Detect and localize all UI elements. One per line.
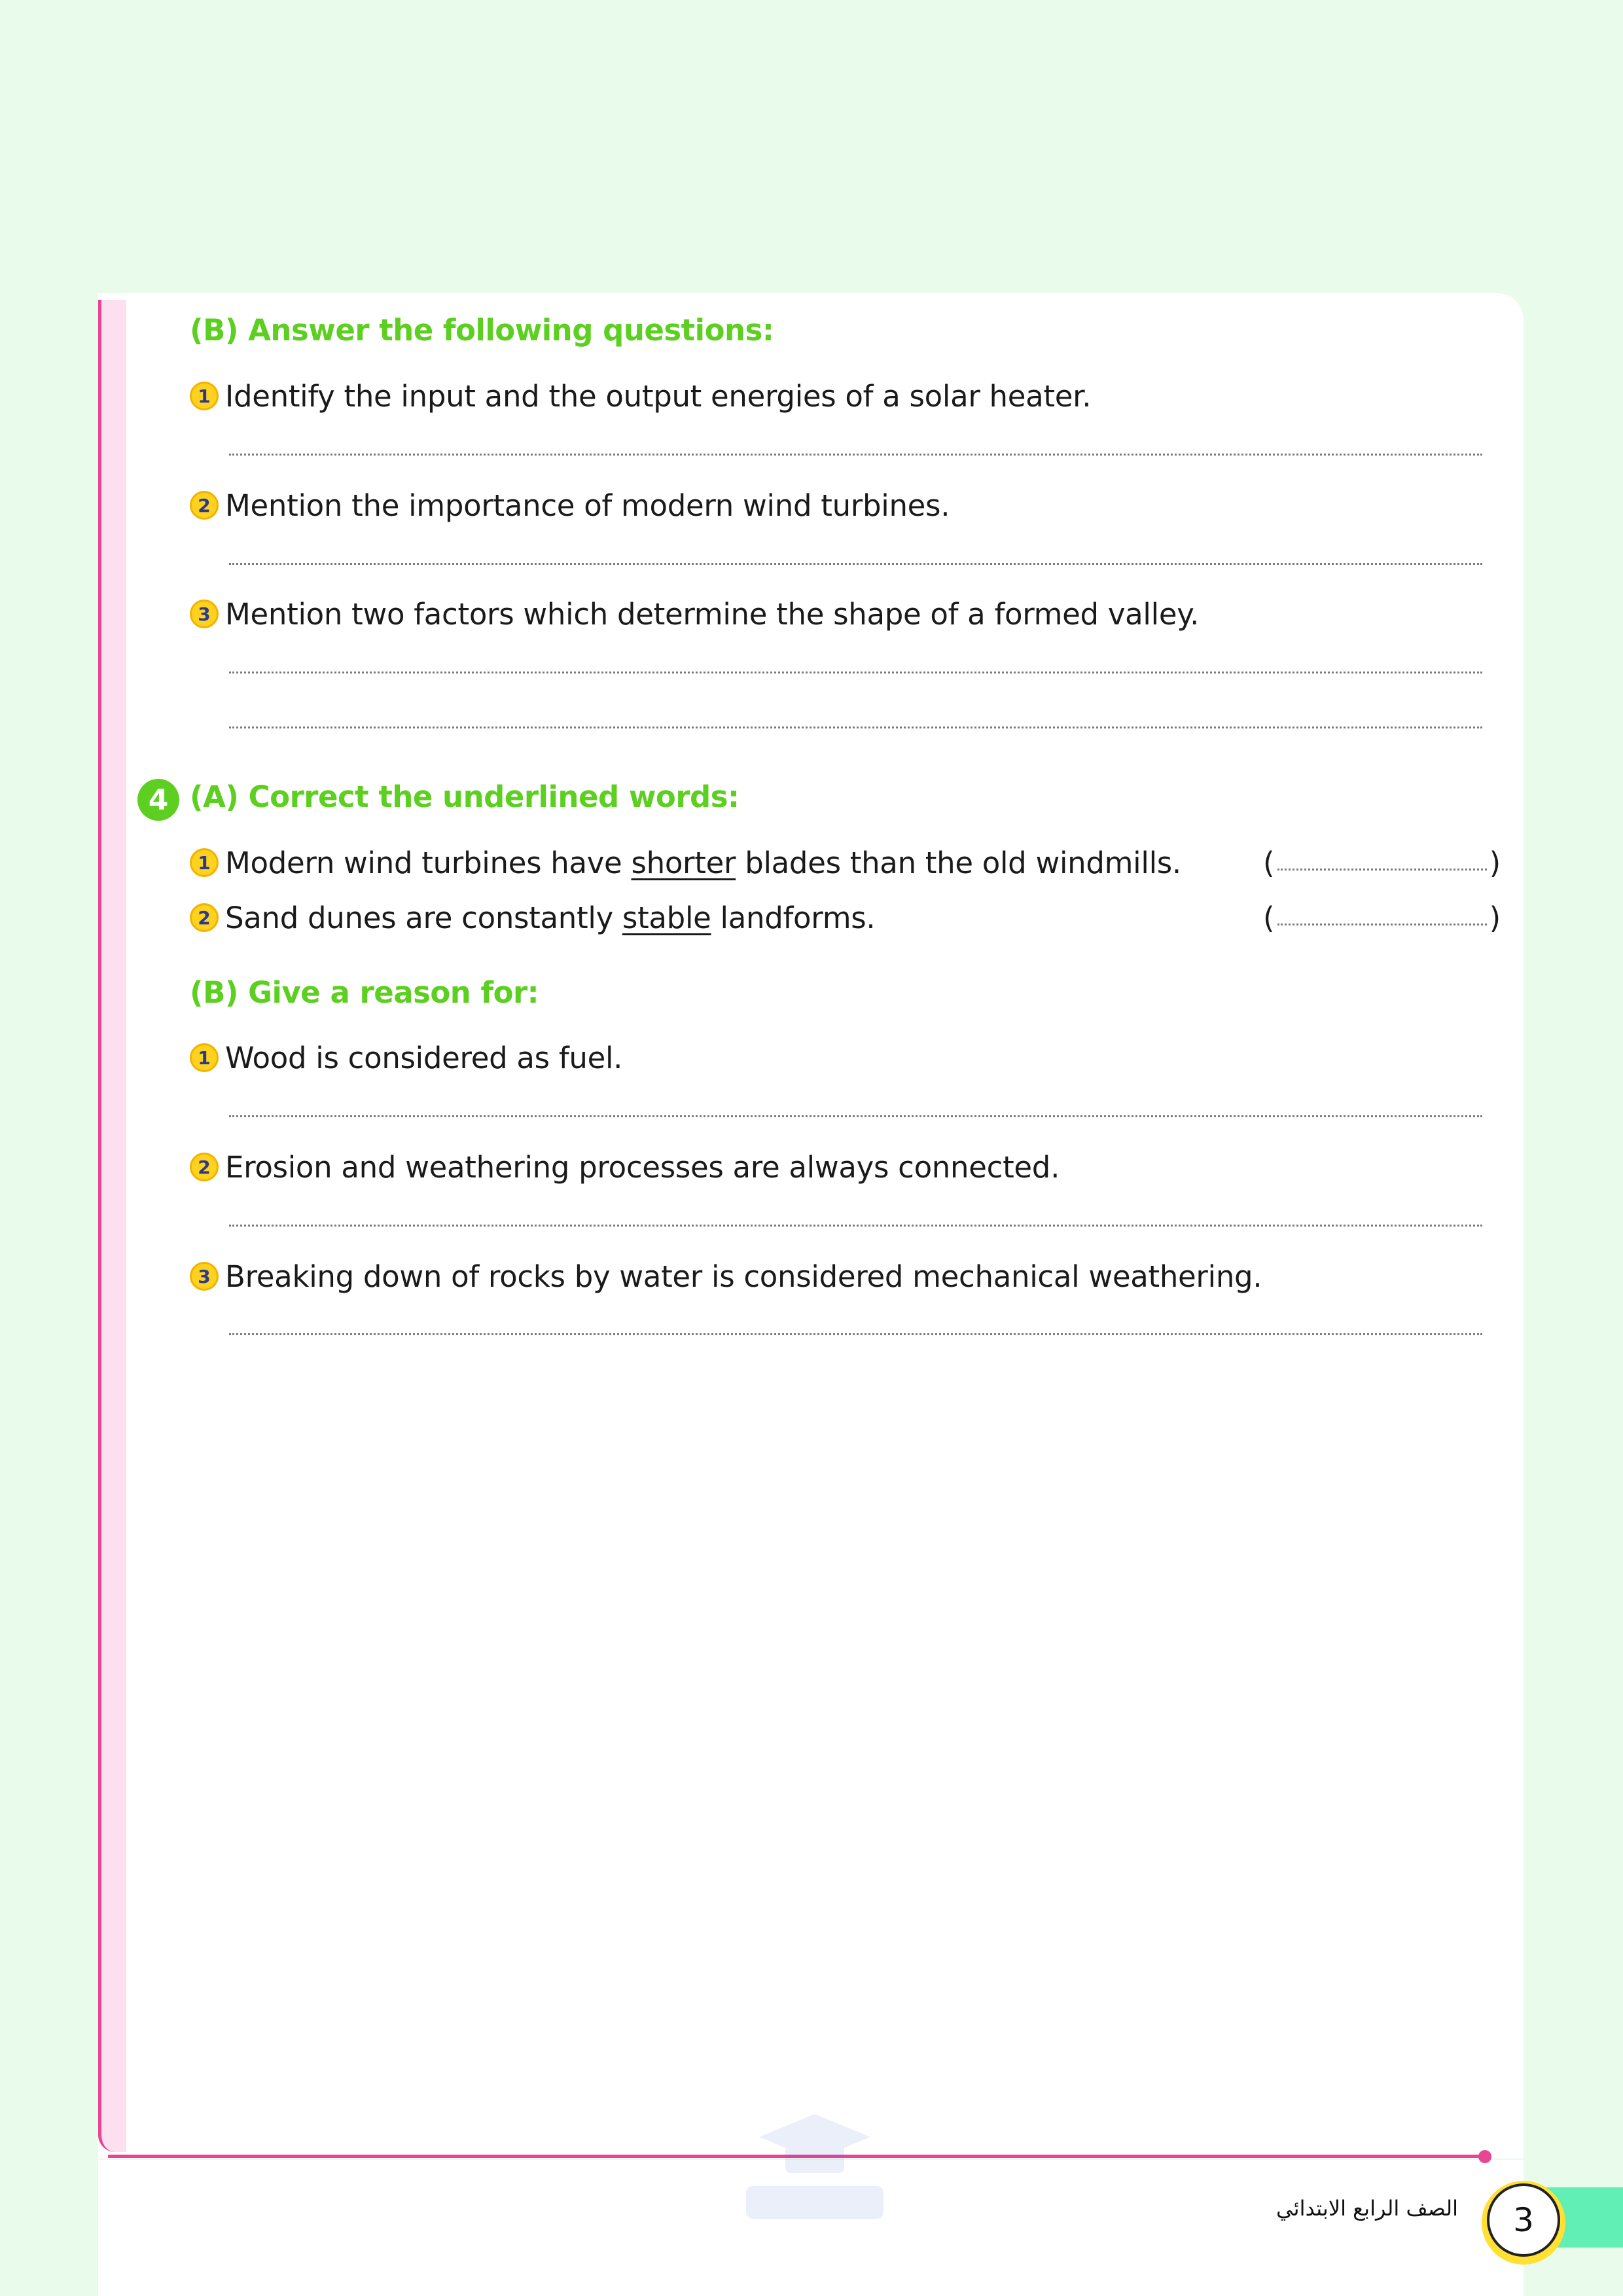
question-text: Identify the input and the output energies of a solar heater. bbox=[225, 378, 1092, 414]
mortarboard-logo-icon bbox=[720, 2108, 910, 2238]
answer-line[interactable] bbox=[229, 726, 1482, 728]
margin-bar bbox=[98, 300, 126, 2152]
underlined-word: shorter bbox=[631, 845, 736, 880]
number-badge: 3 bbox=[190, 600, 219, 628]
question-item bbox=[190, 594, 1199, 634]
question-text: Breaking down of rocks by water is considered mechanical weathering. bbox=[225, 1259, 1262, 1294]
question-text: Erosion and weathering processes are always connected. bbox=[225, 1149, 1060, 1185]
question-text: Mention two factors which determine the shape of a formed valley. bbox=[225, 596, 1200, 632]
answer-line[interactable] bbox=[229, 1225, 1482, 1227]
question-number-badge: 4 bbox=[137, 779, 179, 821]
answer-line[interactable] bbox=[229, 672, 1482, 673]
bottom-rule-dot bbox=[1478, 2150, 1491, 2163]
number-badge: 2 bbox=[190, 491, 219, 520]
section-heading-correct-underlined: (A) Correct the underlined words: bbox=[190, 780, 740, 814]
answer-line[interactable] bbox=[229, 563, 1482, 565]
number-badge: 2 bbox=[190, 1153, 219, 1181]
underlined-word: stable bbox=[622, 900, 711, 935]
question-item bbox=[190, 1257, 1262, 1296]
question-item bbox=[190, 898, 875, 937]
question-item bbox=[190, 1147, 1060, 1187]
question-text: Modern wind turbines have shorter blades than the old windmills. bbox=[225, 845, 1181, 880]
question-item bbox=[190, 1038, 622, 1077]
question-item bbox=[190, 486, 950, 525]
section-heading-give-reason: (B) Give a reason for: bbox=[190, 975, 539, 1010]
number-badge: 1 bbox=[190, 848, 219, 877]
answer-line[interactable] bbox=[229, 1115, 1482, 1117]
grade-label: الصف الرابع الابتدائي bbox=[1276, 2196, 1458, 2221]
correction-blank[interactable]: ( ) bbox=[1263, 845, 1501, 880]
number-badge: 1 bbox=[190, 1043, 219, 1072]
question-text: Wood is considered as fuel. bbox=[225, 1040, 623, 1075]
question-text: Mention the importance of modern wind turbines. bbox=[225, 488, 950, 523]
page-number: 3 bbox=[1487, 2183, 1560, 2257]
number-badge: 2 bbox=[190, 903, 219, 932]
question-item bbox=[190, 376, 1091, 416]
correction-blank[interactable]: ( ) bbox=[1263, 900, 1501, 935]
answer-line[interactable] bbox=[229, 454, 1482, 456]
number-badge: 1 bbox=[190, 382, 219, 410]
section-heading-answer-questions: (B) Answer the following questions: bbox=[190, 313, 774, 348]
question-item bbox=[190, 843, 1181, 882]
answer-line[interactable] bbox=[229, 1333, 1482, 1335]
number-badge: 3 bbox=[190, 1262, 219, 1291]
question-text: Sand dunes are constantly stable landforms. bbox=[225, 900, 876, 935]
